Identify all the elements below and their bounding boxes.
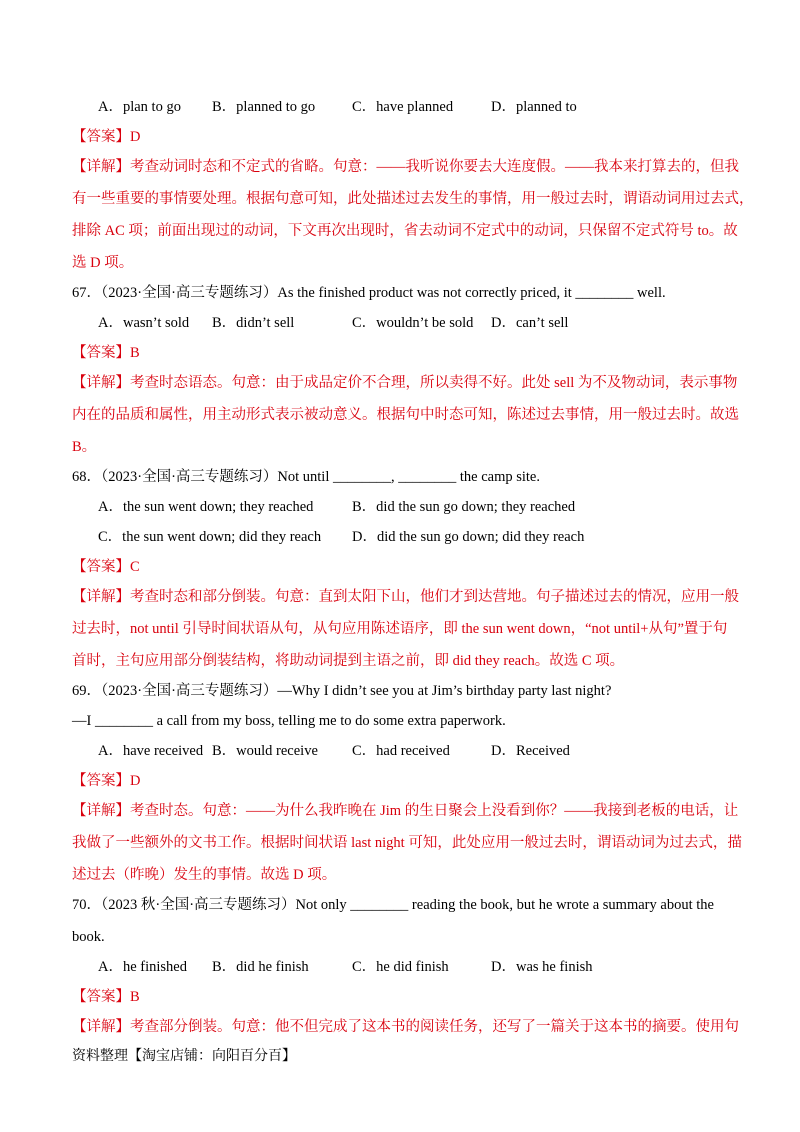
q66-option-b: B．planned to go <box>212 99 316 115</box>
q70-option-a: A．he finished <box>98 959 187 975</box>
q66-option-c: C．have planned <box>352 99 454 115</box>
q68-detail-line: 【详解】考查时态和部分倒装。句意：直到太阳下山，他们才到达营地。句子描述过去的情况，应用一般 <box>72 589 739 605</box>
q70-answer: 【答案】B <box>72 989 140 1005</box>
q66-detail-line: 排除 AC 项；前面出现过的动词，下文再次出现时，省去动词不定式中的动词，只保留不定式符号 to。故 <box>72 223 738 239</box>
page-footer: 资料整理【淘宝店铺：向阳百分百】 <box>72 1049 296 1064</box>
q70-option-b: B．did he finish <box>212 959 309 975</box>
q67-option-a: A．wasn’t sold <box>98 315 190 331</box>
q68-answer: 【答案】C <box>72 559 140 575</box>
q66-answer: 【答案】D <box>72 129 141 145</box>
q70-option-d: D．was he finish <box>491 959 593 975</box>
q69-stem-line2: —I ________ a call from my boss, telling me to do some extra paperwork. <box>72 713 506 729</box>
q69-detail-line: 述过去（昨晚）发生的事情。故选 D 项。 <box>72 867 337 883</box>
q67-option-b: B．didn’t sell <box>212 315 295 331</box>
q68-option-d: D．did the sun go down; did they reach <box>352 529 585 545</box>
q67-answer: 【答案】B <box>72 345 140 361</box>
q67-detail-line: 【详解】考查时态语态。句意：由于成品定价不合理，所以卖得不好。此处 sell 为不及物动词，表示事物 <box>72 375 738 391</box>
q69-option-c: C．had received <box>352 743 450 759</box>
q68-detail-line: 过去时，not until 引导时间状语从句，从句应用陈述语序，即 the sun went down，“not until+从句”置于句 <box>72 621 728 637</box>
q68-option-c: C．the sun went down; did they reach <box>98 529 322 545</box>
q67-option-d: D．can’t sell <box>491 315 569 331</box>
q66-detail-line: 选 D 项。 <box>72 255 134 271</box>
q69-option-a: A．have received <box>98 743 204 759</box>
q67-detail-line: 内在的品质和属性，用主动形式表示被动意义。根据句中时态可知，陈述过去事情，用一般过去时。故选 <box>72 407 739 423</box>
q70-detail-line: 【详解】考查部分倒装。句意：他不但完成了这本书的阅读任务，还写了一篇关于这本书的摘要。使用句 <box>72 1019 739 1035</box>
q69-detail-line: 我做了一些额外的文书工作。根据时间状语 last night 可知，此处应用一般过去时，谓语动词为过去式，描 <box>72 835 742 851</box>
q67-detail-line: B。 <box>72 439 97 455</box>
q70-option-c: C．he did finish <box>352 959 449 975</box>
q69-stem: 69．（2023·全国·高三专题练习）—Why I didn’t see you at Jim’s birthday party last night? <box>72 683 612 699</box>
q67-stem: 67．（2023·全国·高三专题练习）As the finished product was not correctly priced, it ________ well. <box>72 285 666 301</box>
q66-detail-line: 【详解】考查动词时态和不定式的省略。句意：——我听说你要去大连度假。——我本来打算去的，但我 <box>72 159 739 175</box>
q68-option-a: A．the sun went down; they reached <box>98 499 314 515</box>
q69-answer: 【答案】D <box>72 773 141 789</box>
q70-stem: 70．（2023 秋·全国·高三专题练习）Not only ________ reading the book, but he wrote a summary about the <box>72 897 714 913</box>
q68-stem: 68．（2023·全国·高三专题练习）Not until ________, ________ the camp site. <box>72 469 540 485</box>
q66-option-d: D．planned to <box>491 99 577 115</box>
q69-detail-line: 【详解】考查时态。句意：——为什么我昨晚在 Jim 的生日聚会上没看到你？——我接到老板的电话，让 <box>72 803 739 819</box>
q68-option-b: B．did the sun go down; they reached <box>352 499 576 515</box>
q68-detail-line: 首时，主句应用部分倒装结构，将助动词提到主语之前，即 did they reach。故选 C 项。 <box>72 653 625 669</box>
q67-option-c: C．wouldn’t be sold <box>352 315 474 331</box>
q66-detail-line: 有一些重要的事情要处理。根据句意可知，此处描述过去发生的事情，用一般过去时，谓语动词用过去式， <box>72 191 754 207</box>
q66-option-a: A．plan to go <box>98 99 181 115</box>
q69-option-b: B．would receive <box>212 743 318 759</box>
q70-stem-line2: book. <box>72 929 105 945</box>
q69-option-d: D．Received <box>491 743 570 759</box>
